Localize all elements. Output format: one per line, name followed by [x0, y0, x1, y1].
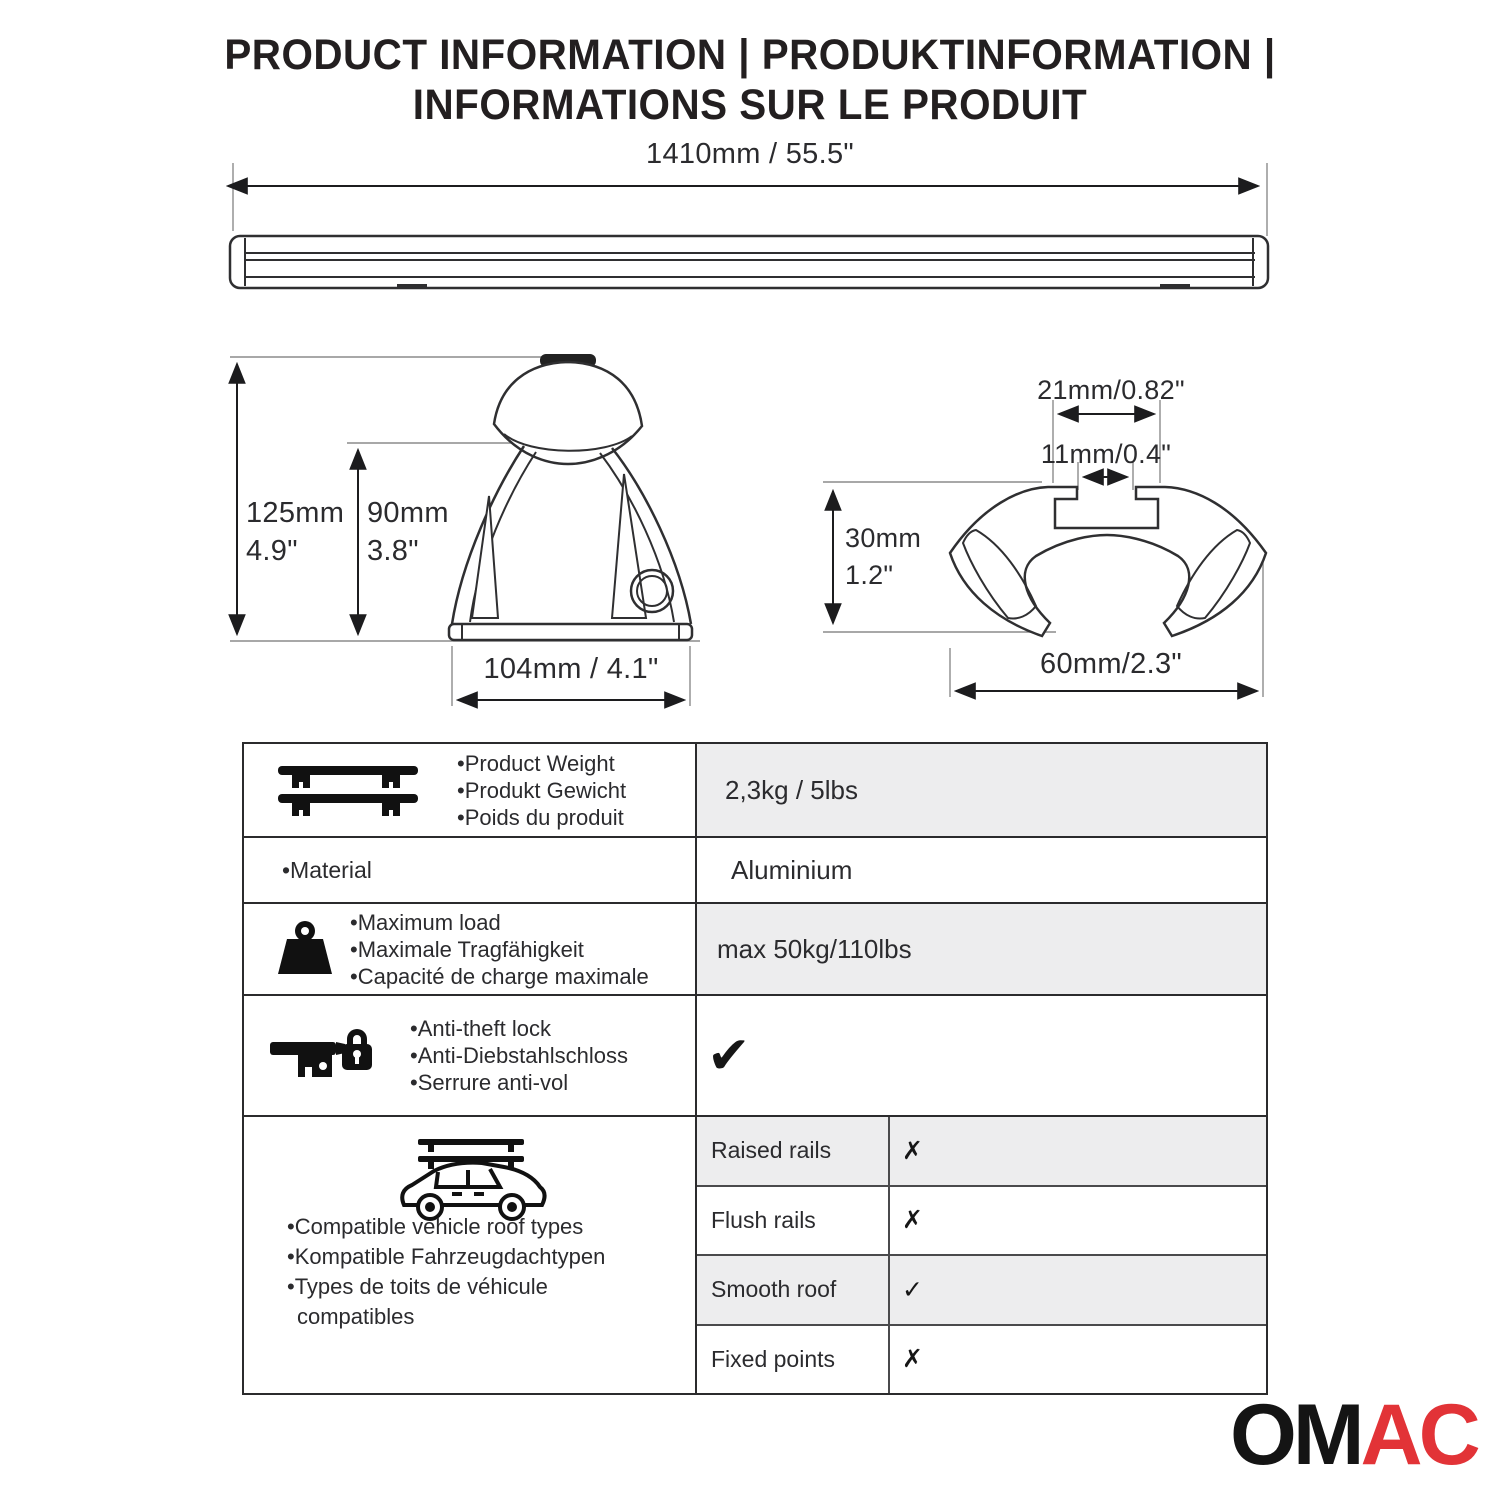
- sub-row-mark: ✗: [902, 1345, 923, 1374]
- omac-logo: [1230, 1387, 1477, 1483]
- sub-row-fixed-points: [697, 1324, 1266, 1394]
- sub-row-flush-rails: [697, 1185, 1266, 1255]
- sub-row-raised-rails: [697, 1117, 1266, 1185]
- title-line-1: PRODUCT INFORMATION | PRODUKTINFORMATION |: [224, 31, 1276, 79]
- foot-total-height-in: 4.9": [246, 535, 298, 567]
- foot-base-width: 104mm / 4.1": [483, 653, 659, 685]
- table-row-material: [244, 836, 1266, 902]
- sub-row-mark: ✗: [902, 1136, 923, 1165]
- sub-row-smooth-roof: [697, 1254, 1266, 1324]
- logo-text-red: AC: [1360, 1387, 1477, 1483]
- row-label: •Kompatible Fahrzeugdachtypen: [287, 1244, 606, 1269]
- anti-theft-check-mark: ✔: [707, 1026, 751, 1085]
- row-label: compatibles: [297, 1304, 415, 1329]
- profile-height-in: 1.2": [845, 560, 894, 590]
- bar-top-view-drawing: [228, 163, 1268, 288]
- profile-channel-width: 21mm/0.82": [1037, 375, 1185, 405]
- row-label: •Anti-Diebstahlschloss: [410, 1043, 629, 1068]
- row-label: •Material: [282, 856, 372, 883]
- sub-row-mark: ✗: [902, 1206, 923, 1235]
- table-row-product-weight: [244, 744, 1266, 836]
- logo-text-black: OM: [1230, 1387, 1361, 1483]
- profile-slot-width: 11mm/0.4": [1040, 439, 1172, 469]
- material-value: Aluminium: [731, 854, 853, 885]
- sub-row-mark: ✓: [902, 1275, 923, 1304]
- sub-row-label: Raised rails: [697, 1117, 890, 1185]
- bar-length-dimension: 1410mm / 55.5": [646, 138, 854, 170]
- row-label: •Produkt Gewicht: [457, 777, 627, 803]
- table-row-anti-theft: [244, 994, 1266, 1115]
- row-label: •Capacité de charge maximale: [350, 963, 649, 989]
- row-label: •Maximale Tragfähigkeit: [350, 936, 584, 962]
- foot-body-height-in: 3.8": [367, 535, 419, 567]
- sub-row-label: Fixed points: [697, 1326, 890, 1394]
- row-label: •Compatible vehicle roof types: [287, 1214, 584, 1239]
- sub-row-label: Flush rails: [697, 1187, 890, 1255]
- row-label: •Anti-theft lock: [410, 1016, 551, 1041]
- row-label: •Serrure anti-vol: [410, 1070, 569, 1095]
- table-row-roof-types: [244, 1115, 1266, 1393]
- row-label: •Product Weight: [457, 750, 615, 776]
- sub-row-label: Smooth roof: [697, 1256, 890, 1324]
- weight-icon: [274, 920, 336, 978]
- row-label: •Maximum load: [350, 909, 501, 935]
- title-line-2: INFORMATIONS SUR LE PRODUIT: [412, 81, 1088, 129]
- max-load-value: max 50kg/110lbs: [697, 904, 1266, 994]
- foot-body-height-mm: 90mm: [367, 497, 449, 529]
- lock-icon: [268, 1020, 372, 1092]
- row-label: •Types de toits de véhicule: [287, 1274, 548, 1299]
- profile-width: 60mm/2.3": [1040, 648, 1182, 680]
- spec-table: [242, 742, 1268, 1395]
- table-row-max-load: [244, 902, 1266, 994]
- profile-height-mm: 30mm: [845, 523, 922, 553]
- foot-total-height-mm: 125mm: [246, 497, 345, 529]
- crossbars-icon: [276, 763, 421, 818]
- product-weight-value: 2,3kg / 5lbs: [697, 744, 1266, 836]
- row-label: •Poids du produit: [457, 804, 624, 830]
